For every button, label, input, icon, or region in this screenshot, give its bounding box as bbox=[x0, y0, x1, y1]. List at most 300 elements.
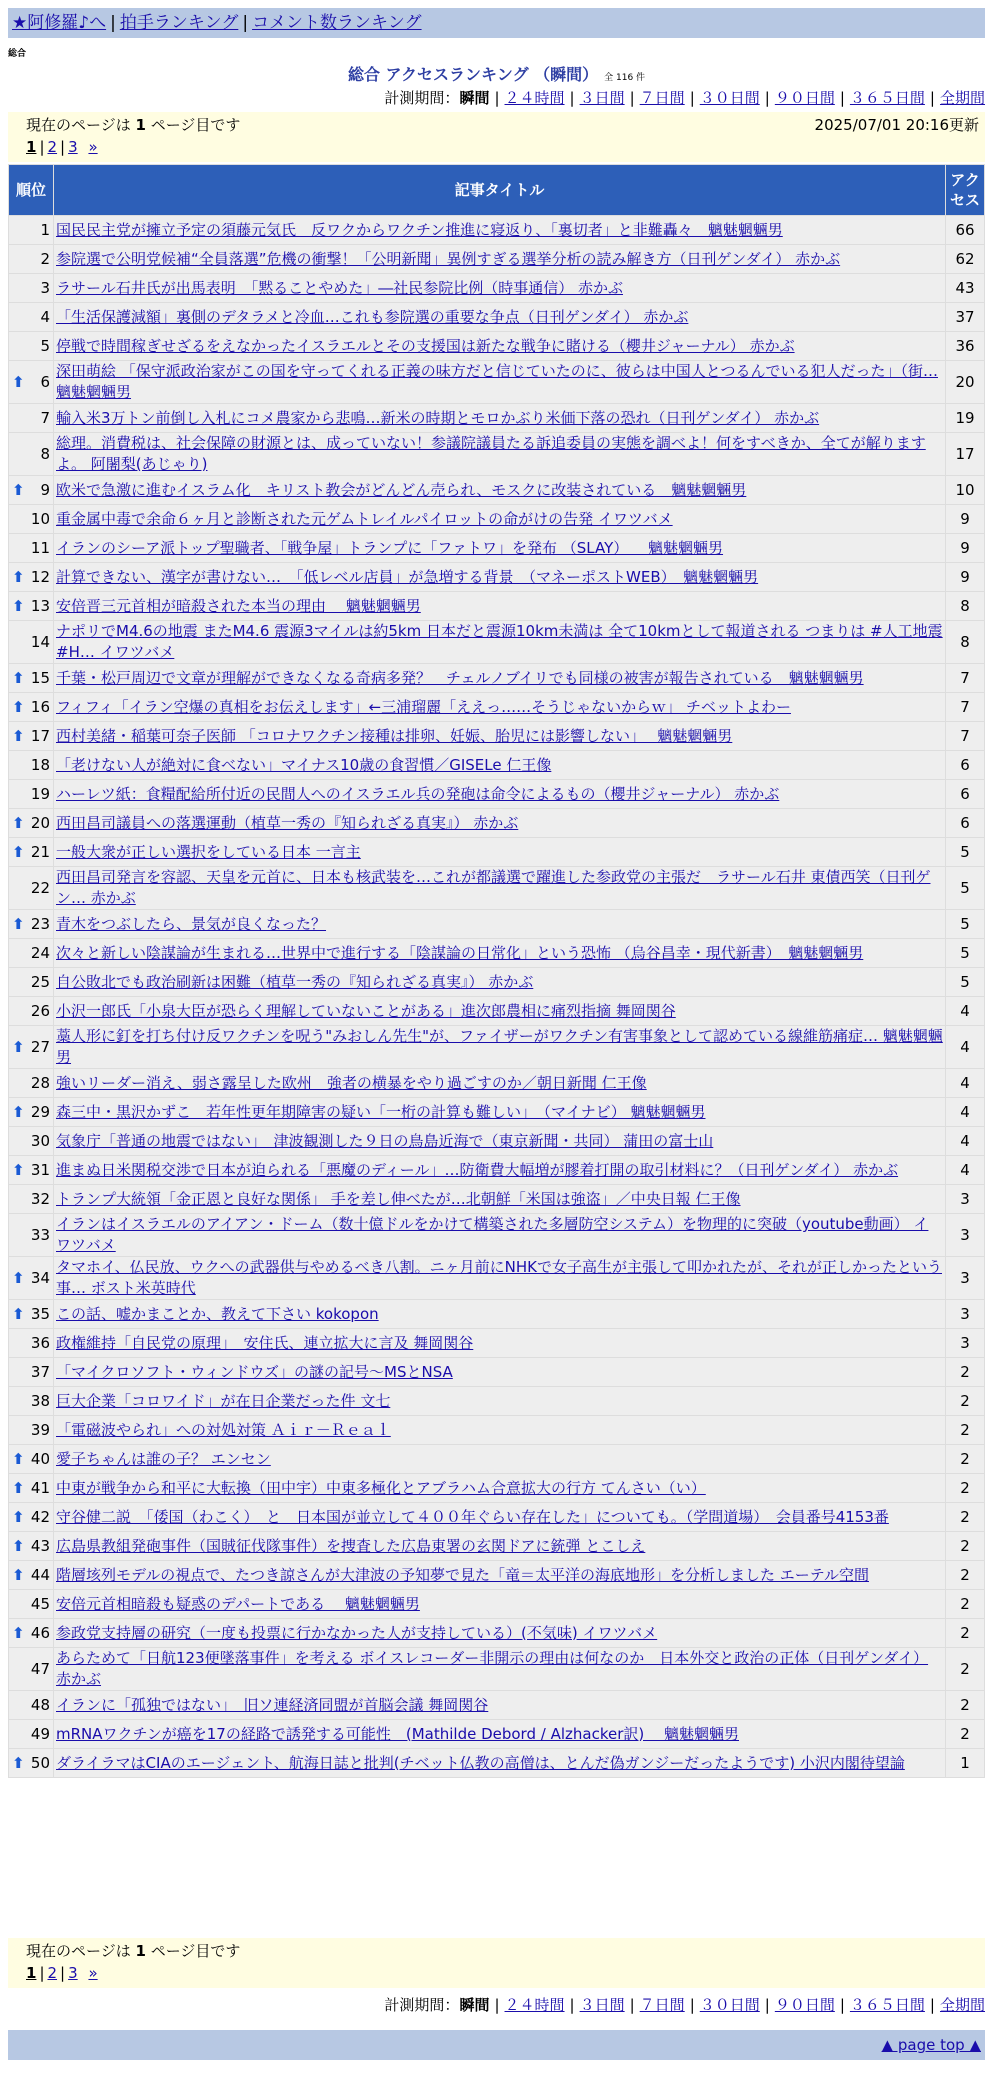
article-link[interactable]: ハーレツ紙：食糧配給所付近の民間人へのイスラエル兵の発砲は命令によるもの（櫻井ジャーナル） 赤かぶ bbox=[56, 784, 780, 803]
table-row bbox=[9, 1069, 984, 1097]
rank-cell bbox=[9, 1648, 53, 1690]
rank-cell bbox=[9, 997, 53, 1025]
article-link[interactable]: ダライラマはCIAのエージェント、航海日誌と批判(チベット仏教の高僧は、とんだ偽ガンジーだったようです) 小沢内閣待望論 bbox=[56, 1753, 905, 1772]
ranking-table-body bbox=[9, 216, 984, 1777]
arrow-up-icon: ⬆ bbox=[12, 1536, 25, 1555]
rank-number: 18 bbox=[30, 755, 50, 774]
title-cell bbox=[54, 1069, 945, 1097]
rank-cell bbox=[9, 1416, 53, 1444]
rank-cell bbox=[9, 780, 53, 808]
rank-cell bbox=[9, 1098, 53, 1126]
access-count: 4 bbox=[946, 1069, 984, 1097]
article-link[interactable]: 総理。消費税は、社会保障の財源とは、成っていない！参議院議員たる訴追委員の実態を調べよ！何をすべきか、全てが解りますよ。 阿闍梨(あじゃり) bbox=[56, 434, 926, 473]
period-separator: | bbox=[689, 89, 695, 107]
rank-cell bbox=[9, 332, 53, 360]
article-link[interactable]: ナポリでM4.6の地震 またM4.6 震源3マイルは約5km 日本だと震源10km未満は 全て10kmとして報道される つまりは #人工地震 #H… イワツバメ bbox=[56, 622, 943, 661]
article-link[interactable]: 青木をつぶしたら、景気が良くなった？ bbox=[56, 914, 327, 933]
article-link[interactable]: 安倍晋三元首相が暗殺された本当の理由 魑魅魍魎男 bbox=[56, 596, 421, 615]
period-separator: | bbox=[494, 1996, 500, 2014]
table-row bbox=[9, 534, 984, 562]
title-cell bbox=[54, 534, 945, 562]
access-count: 2 bbox=[946, 1590, 984, 1618]
period-separator: | bbox=[629, 89, 635, 107]
rank-cell bbox=[9, 1387, 53, 1415]
title-cell bbox=[54, 1720, 945, 1748]
article-link[interactable]: 「電磁波やられ」への対処対策 Ａｉｒ－Ｒｅａｌ bbox=[56, 1420, 391, 1439]
rank-number: 26 bbox=[30, 1001, 50, 1020]
article-link[interactable]: 森三中・黒沢かずこ 若年性更年期障害の疑い「一桁の計算も難しい」 （マイナビ） 魑魅魍魎男 bbox=[56, 1102, 706, 1121]
period-link-3d[interactable]: ３日間 bbox=[579, 89, 625, 107]
title-cell bbox=[54, 433, 945, 475]
title-cell bbox=[54, 476, 945, 504]
access-count: 2 bbox=[946, 1691, 984, 1719]
updated-timestamp: 2025/07/01 20:16更新 bbox=[814, 116, 979, 134]
table-row bbox=[9, 592, 984, 620]
table-row bbox=[9, 968, 984, 996]
access-count: 20 bbox=[946, 361, 984, 403]
rank-number: 23 bbox=[30, 914, 50, 933]
title-cell bbox=[54, 1619, 945, 1647]
title-cell bbox=[54, 693, 945, 721]
pager-link-3[interactable]: 3 bbox=[68, 1964, 78, 1982]
table-header-row bbox=[9, 165, 984, 215]
table-row bbox=[9, 476, 984, 504]
access-count: 2 bbox=[946, 1619, 984, 1647]
rank-number: 4 bbox=[40, 307, 50, 326]
access-count: 2 bbox=[946, 1720, 984, 1748]
nav-link-ashura[interactable]: ★阿修羅♪へ bbox=[12, 13, 107, 33]
title-cell bbox=[54, 1156, 945, 1184]
table-row bbox=[9, 751, 984, 779]
article-link[interactable]: あらためて「日航123便墜落事件」を考える ボイスレコーダー非開示の理由は何なのか 日本外交と政治の正体（日刊ゲンダイ） 赤かぶ bbox=[56, 1649, 929, 1688]
page-title bbox=[0, 62, 993, 85]
article-link[interactable]: 中東が戦争から和平に大転換（田中宇）中東多極化とアブラハム合意拡大の行方 てんさい（い） bbox=[56, 1478, 706, 1497]
rank-number: 15 bbox=[30, 668, 50, 687]
rank-number: 36 bbox=[30, 1333, 50, 1352]
title-cell bbox=[54, 1329, 945, 1357]
title-cell bbox=[54, 838, 945, 866]
rank-cell bbox=[9, 1749, 53, 1777]
article-link[interactable]: この話、嘘かまことか、教えて下さい kokopon bbox=[56, 1304, 379, 1323]
table-row bbox=[9, 332, 984, 360]
pager-current: 1 bbox=[26, 138, 37, 156]
article-link[interactable]: タマホイ、仏民放、ウクへの武器供与やめるべき八割。ニヶ月前にNHKで女子高生が主張して叩かれたが、それが正しかったという事… ボスト米英時代 bbox=[56, 1258, 942, 1297]
article-link[interactable]: 気象庁「普通の地震ではない」 津波観測した９日の鳥島近海で（東京新聞・共同） 蒲田の富士山 bbox=[56, 1131, 714, 1150]
arrow-up-icon: ⬆ bbox=[12, 1623, 25, 1642]
rank-number: 27 bbox=[30, 1037, 50, 1056]
rank-cell bbox=[9, 1720, 53, 1748]
access-count: 5 bbox=[946, 910, 984, 938]
table-row bbox=[9, 1214, 984, 1256]
table-row bbox=[9, 433, 984, 475]
access-count: 3 bbox=[946, 1329, 984, 1357]
page-info-suffix: ページ目です bbox=[150, 1942, 241, 1960]
access-count: 2 bbox=[946, 1445, 984, 1473]
rank-number: 14 bbox=[30, 632, 50, 651]
rank-cell bbox=[9, 968, 53, 996]
article-link[interactable]: 「マイクロソフト・ウィンドウズ」の謎の記号～MSとNSA bbox=[56, 1362, 453, 1381]
access-count: 2 bbox=[946, 1503, 984, 1531]
arrow-up-icon: ⬆ bbox=[12, 1449, 25, 1468]
category-label: 総合 bbox=[8, 49, 27, 59]
rank-cell bbox=[9, 838, 53, 866]
arrow-up-icon: ⬆ bbox=[12, 842, 25, 861]
period-separator: | bbox=[569, 1996, 575, 2014]
header-access: アクセス bbox=[946, 165, 984, 215]
title-cell bbox=[54, 505, 945, 533]
table-row bbox=[9, 1749, 984, 1777]
rank-number: 44 bbox=[30, 1565, 50, 1584]
rank-number: 19 bbox=[30, 784, 50, 803]
table-row bbox=[9, 1720, 984, 1748]
article-link[interactable]: 広島県教組発砲事件（国賊征伐隊事件）を捜査した広島東署の玄関ドアに銃弾 とこしえ bbox=[56, 1536, 646, 1555]
rank-number: 21 bbox=[30, 842, 50, 861]
rank-cell bbox=[9, 1069, 53, 1097]
access-count: 4 bbox=[946, 997, 984, 1025]
rank-cell bbox=[9, 1590, 53, 1618]
article-link[interactable]: 階層垓列モデルの視点で、たつき諒さんが大津波の予知夢で見た「竜＝太平洋の海底地形」を分析しました エーテル空間 bbox=[56, 1565, 869, 1584]
table-row bbox=[9, 1691, 984, 1719]
access-count: 2 bbox=[946, 1561, 984, 1589]
pager-next[interactable]: » bbox=[88, 1964, 98, 1982]
arrow-up-icon: ⬆ bbox=[12, 1507, 25, 1526]
period-link-7d[interactable]: ７日間 bbox=[639, 89, 685, 107]
article-link[interactable]: 西村美緒・稲葉可奈子医師 「コロナワクチン接種は排卵、妊娠、胎児には影響しない」 魑魅魍魎男 bbox=[56, 726, 733, 745]
period-link-30d[interactable]: ３０日間 bbox=[699, 89, 760, 107]
rank-cell bbox=[9, 245, 53, 273]
article-link[interactable]: 一般大衆が正しい選択をしている日本 一言主 bbox=[56, 842, 361, 861]
article-link[interactable]: 停戦で時間稼ぎせざるをえなかったイスラエルとその支援国は新たな戦争に賭ける（櫻井ジャーナル） 赤かぶ bbox=[56, 336, 795, 355]
table-row bbox=[9, 1329, 984, 1357]
article-link[interactable]: 西田昌司発言を容認、天皇を元首に、日本も核武装を…これが都議選で躍進した参政党の主張だ ラサール石井 東債西笑（日刊ゲン… 赤かぶ bbox=[56, 868, 931, 907]
rank-number: 12 bbox=[30, 567, 50, 586]
title-cell bbox=[54, 1387, 945, 1415]
access-count: 5 bbox=[946, 939, 984, 967]
header-rank: 順位 bbox=[9, 165, 53, 215]
header-title: 記事タイトル bbox=[54, 165, 945, 215]
period-separator: | bbox=[689, 1996, 695, 2014]
title-cell bbox=[54, 1185, 945, 1213]
arrow-up-icon: ⬆ bbox=[12, 1037, 25, 1056]
period-link-24h[interactable]: ２４時間 bbox=[504, 89, 565, 107]
period-separator: | bbox=[839, 89, 845, 107]
article-link[interactable]: 西田昌司議員への落選運動（植草一秀の『知られざる真実』） 赤かぶ bbox=[56, 813, 519, 832]
title-cell bbox=[54, 1026, 945, 1068]
title-cell bbox=[54, 1257, 945, 1299]
pager-link-2[interactable]: 2 bbox=[47, 138, 58, 156]
pager-next[interactable]: » bbox=[88, 138, 98, 156]
page-info-suffix: ページ目です bbox=[150, 116, 241, 134]
period-label: 計測期間： bbox=[384, 89, 460, 107]
pager-link-3[interactable]: 3 bbox=[68, 138, 78, 156]
rank-cell bbox=[9, 1026, 53, 1068]
table-row bbox=[9, 505, 984, 533]
article-link[interactable]: 藁人形に釘を打ち付け反ワクチンを呪う"みおしん先生"が、ファイザーがワクチン有害事象として認めている線維筋痛症… 魑魅魍魎男 bbox=[56, 1027, 943, 1066]
period-current: 瞬間 bbox=[459, 1996, 490, 2014]
arrow-up-icon: ⬆ bbox=[12, 567, 25, 586]
table-row bbox=[9, 1300, 984, 1328]
nav-separator: | bbox=[242, 13, 249, 33]
rank-cell bbox=[9, 534, 53, 562]
arrow-up-icon: ⬆ bbox=[12, 1478, 25, 1497]
access-count: 4 bbox=[946, 1156, 984, 1184]
nav-link-applause-ranking[interactable]: 拍手ランキング bbox=[119, 13, 239, 33]
access-count: 5 bbox=[946, 968, 984, 996]
pager-separator: | bbox=[60, 138, 66, 156]
rank-cell bbox=[9, 1358, 53, 1386]
rank-cell bbox=[9, 1619, 53, 1647]
rank-number: 20 bbox=[30, 813, 50, 832]
access-count: 6 bbox=[946, 751, 984, 779]
rank-cell bbox=[9, 361, 53, 403]
page-info-bottom bbox=[8, 1938, 985, 1988]
article-link[interactable]: 「老けない人が絶対に食べない」マイナス10歳の食習慣／GISELe 仁王像 bbox=[56, 755, 552, 774]
article-link[interactable]: 守谷健二説 「倭国（わこく） と 日本国が並立して４００年ぐらい存在した」についても。（学問道場） 会員番号4153番 bbox=[56, 1507, 889, 1526]
nav-separator: | bbox=[110, 13, 116, 33]
article-link[interactable]: 参院選で公明党候補“全員落選”危機の衝撃！「公明新聞」異例すぎる選挙分析の読み解き方（日刊ゲンダイ） 赤かぶ bbox=[56, 249, 841, 268]
article-link[interactable]: 安倍元首相暗殺も疑惑のデパートである 魑魅魍魎男 bbox=[56, 1594, 420, 1613]
rank-number: 22 bbox=[30, 878, 50, 897]
rank-cell bbox=[9, 722, 53, 750]
title-cell bbox=[54, 751, 945, 779]
rank-number: 50 bbox=[30, 1753, 50, 1772]
arrow-up-icon: ⬆ bbox=[12, 697, 25, 716]
access-count: 9 bbox=[946, 505, 984, 533]
table-row bbox=[9, 1648, 984, 1690]
table-row bbox=[9, 621, 984, 663]
period-link-30d[interactable]: ３０日間 bbox=[699, 1996, 760, 2014]
rank-number: 48 bbox=[30, 1695, 50, 1714]
title-cell bbox=[54, 1561, 945, 1589]
rank-cell bbox=[9, 1445, 53, 1473]
article-link[interactable]: 輸入米3万トン前倒し入札にコメ農家から悲鳴…新米の時期とモロかぶり米価下落の恐れ（日刊ゲンダイ） 赤かぶ bbox=[56, 408, 820, 427]
access-count: 5 bbox=[946, 867, 984, 909]
rank-number: 47 bbox=[30, 1659, 50, 1678]
access-count: 2 bbox=[946, 1532, 984, 1560]
title-cell bbox=[54, 1127, 945, 1155]
access-count: 2 bbox=[946, 1416, 984, 1444]
rank-number: 29 bbox=[30, 1102, 50, 1121]
rank-number: 10 bbox=[30, 509, 50, 528]
article-link[interactable]: 巨大企業「コロワイド」が在日企業だった件 文七 bbox=[56, 1391, 391, 1410]
title-cell bbox=[54, 1098, 945, 1126]
rank-number: 30 bbox=[30, 1131, 50, 1150]
article-link[interactable]: mRNAワクチンが癌を17の経路で誘発する可能性 (Mathilde Debord / Alzhacker訳) 魑魅魍魎男 bbox=[56, 1724, 739, 1743]
period-link-7d[interactable]: ７日間 bbox=[639, 1996, 685, 2014]
page-info-prefix: 現在のページは bbox=[26, 1942, 131, 1960]
period-link-24h[interactable]: ２４時間 bbox=[504, 1996, 565, 2014]
article-link[interactable]: ラサール石井氏が出馬表明 「黙ることやめた」―社民参院比例（時事通信） 赤かぶ bbox=[56, 278, 623, 297]
title-cell bbox=[54, 1474, 945, 1502]
article-link[interactable]: 重金属中毒で余命６ヶ月と診断された元ゲムトレイルパイロットの命がけの告発 イワツバメ bbox=[56, 509, 673, 528]
table-row bbox=[9, 1590, 984, 1618]
rank-number: 9 bbox=[40, 480, 50, 499]
period-link-all[interactable]: 全期間 bbox=[939, 89, 985, 107]
period-separator: | bbox=[569, 89, 575, 107]
rank-cell bbox=[9, 1561, 53, 1589]
table-row bbox=[9, 1445, 984, 1473]
rank-number: 7 bbox=[40, 408, 50, 427]
rank-number: 34 bbox=[30, 1268, 50, 1287]
rank-number: 40 bbox=[30, 1449, 50, 1468]
access-count: 3 bbox=[946, 1300, 984, 1328]
access-count: 2 bbox=[946, 1358, 984, 1386]
rank-number: 28 bbox=[30, 1073, 50, 1092]
article-link[interactable]: 「生活保護減額」裏側のデタラメと冷血…これも参院選の重要な争点（日刊ゲンダイ） 赤かぶ bbox=[56, 307, 689, 326]
table-row bbox=[9, 1358, 984, 1386]
rank-number: 3 bbox=[40, 278, 50, 297]
rank-number: 37 bbox=[30, 1362, 50, 1381]
table-row bbox=[9, 1156, 984, 1184]
rank-number: 8 bbox=[40, 444, 50, 463]
rank-cell bbox=[9, 1503, 53, 1531]
period-link-365d[interactable]: ３６５日間 bbox=[849, 89, 925, 107]
title-cell bbox=[54, 1358, 945, 1386]
rank-number: 2 bbox=[40, 249, 50, 268]
rank-number: 6 bbox=[40, 372, 50, 391]
article-link[interactable]: フィフィ「イラン空爆の真相をお伝えします」←三浦瑠麗「ええっ……そうじゃないからｗ」 チベットよわー bbox=[56, 697, 791, 716]
access-count: 8 bbox=[946, 621, 984, 663]
article-link[interactable]: 深田萌絵 「保守派政治家がこの国を守ってくれる正義の味方だと信じていたのに、彼らは中国人とつるんでいる犯人だった」（街… 魑魅魍魎男 bbox=[56, 362, 938, 401]
article-link[interactable]: イランはイスラエルのアイアン・ドーム（数十億ドルをかけて構築された多層防空システム）を物理的に突破（youtube動画） イワツバメ bbox=[56, 1215, 929, 1254]
period-link-365d[interactable]: ３６５日間 bbox=[849, 1996, 925, 2014]
nav-link-comment-ranking[interactable]: コメント数ランキング bbox=[252, 13, 422, 33]
rank-number: 1 bbox=[40, 220, 50, 239]
article-link[interactable]: イランのシーア派トップ聖職者、「戦争屋」トランプに「ファトワ」を発布 （SLAY） 魑魅魍魎男 bbox=[56, 538, 724, 557]
arrow-up-icon: ⬆ bbox=[12, 480, 25, 499]
access-count: 17 bbox=[946, 433, 984, 475]
rank-cell bbox=[9, 433, 53, 475]
rank-number: 31 bbox=[30, 1160, 50, 1179]
article-link[interactable]: 自公敗北でも政治刷新は困難（植草一秀の『知られざる真実』） 赤かぶ bbox=[56, 972, 534, 991]
table-row bbox=[9, 1416, 984, 1444]
rank-cell bbox=[9, 1127, 53, 1155]
rank-cell bbox=[9, 693, 53, 721]
arrow-up-icon: ⬆ bbox=[12, 668, 25, 687]
article-link[interactable]: 欧米で急激に進むイスラム化 キリスト教会がどんどん売られ、モスクに改装されている 魑魅魍魎男 bbox=[56, 480, 747, 499]
ranking-table bbox=[8, 164, 985, 1778]
title-cell bbox=[54, 274, 945, 302]
access-count: 43 bbox=[946, 274, 984, 302]
access-count: 62 bbox=[946, 245, 984, 273]
rank-number: 5 bbox=[40, 336, 50, 355]
rank-cell bbox=[9, 1691, 53, 1719]
title-cell bbox=[54, 1749, 945, 1777]
pager-current: 1 bbox=[26, 1964, 37, 1982]
access-count: 9 bbox=[946, 563, 984, 591]
article-link[interactable]: 小沢一郎氏「小泉大臣が恐らく理解していないことがある」進次郎農相に痛烈指摘 舞岡関谷 bbox=[56, 1001, 676, 1020]
rank-cell bbox=[9, 910, 53, 938]
table-row bbox=[9, 1098, 984, 1126]
table-row bbox=[9, 1127, 984, 1155]
table-row bbox=[9, 361, 984, 403]
title-cell bbox=[54, 780, 945, 808]
rank-number: 49 bbox=[30, 1724, 50, 1743]
access-count: 2 bbox=[946, 1474, 984, 1502]
period-selector-bottom bbox=[384, 1994, 985, 2015]
article-link[interactable]: イランに「孤独ではない」 旧ソ連経済同盟が首脳会議 舞岡関谷 bbox=[56, 1695, 489, 1714]
arrow-up-icon: ⬆ bbox=[12, 596, 25, 615]
article-link[interactable]: 国民民主党が擁立予定の須藤元気氏 反ワクからワクチン推進に寝返り、「裏切者」と非難轟々 魑魅魍魎男 bbox=[56, 220, 783, 239]
article-link[interactable]: 千葉・松戸周辺で文章が理解ができなくなる奇病多発？ チェルノブイリでも同様の被害が報告されている 魑魅魍魎男 bbox=[56, 668, 864, 687]
table-row bbox=[9, 693, 984, 721]
table-row bbox=[9, 245, 984, 273]
period-link-all[interactable]: 全期間 bbox=[939, 1996, 985, 2014]
title-cell bbox=[54, 722, 945, 750]
access-count: 6 bbox=[946, 809, 984, 837]
table-row bbox=[9, 1532, 984, 1560]
period-current: 瞬間 bbox=[459, 89, 490, 107]
article-link[interactable]: 参政党支持層の研究（一度も投票に行かなかった人が支持している）(不気味) イワツバメ bbox=[56, 1623, 658, 1642]
period-link-90d[interactable]: ９０日間 bbox=[774, 1996, 835, 2014]
title-cell bbox=[54, 361, 945, 403]
arrow-up-icon: ⬆ bbox=[12, 914, 25, 933]
rank-number: 24 bbox=[30, 943, 50, 962]
arrow-up-icon: ⬆ bbox=[12, 1268, 25, 1287]
pager-link-2[interactable]: 2 bbox=[47, 1964, 58, 1982]
article-link[interactable]: 計算できない、漢字が書けない… 「低レベル店員」が急増する背景 （マネーポストWEB） 魑魅魍魎男 bbox=[56, 567, 759, 586]
period-link-90d[interactable]: ９０日間 bbox=[774, 89, 835, 107]
rank-number: 42 bbox=[30, 1507, 50, 1526]
period-label: 計測期間： bbox=[384, 1996, 460, 2014]
rank-number: 17 bbox=[30, 726, 50, 745]
article-link[interactable]: 次々と新しい陰謀論が生まれる…世界中で進行する「陰謀論の日常化」という恐怖 （烏谷昌幸・現代新書） 魑魅魍魎男 bbox=[56, 943, 864, 962]
table-row bbox=[9, 780, 984, 808]
access-count: 36 bbox=[946, 332, 984, 360]
page-info-prefix: 現在のページは bbox=[26, 116, 131, 134]
rank-cell bbox=[9, 664, 53, 692]
total-count: 全 116 件 bbox=[604, 73, 646, 83]
article-link[interactable]: 愛子ちゃんは誰の子？ エンセン bbox=[56, 1449, 271, 1468]
table-row bbox=[9, 1619, 984, 1647]
access-count: 4 bbox=[946, 1026, 984, 1068]
title-cell bbox=[54, 621, 945, 663]
table-row bbox=[9, 939, 984, 967]
top-nav bbox=[8, 8, 985, 38]
table-row bbox=[9, 563, 984, 591]
rank-number: 32 bbox=[30, 1189, 50, 1208]
access-count: 10 bbox=[946, 476, 984, 504]
rank-cell bbox=[9, 476, 53, 504]
title-cell bbox=[54, 1214, 945, 1256]
table-row bbox=[9, 1503, 984, 1531]
rank-cell bbox=[9, 303, 53, 331]
article-link[interactable]: 進まぬ日米関税交渉で日本が迫られる「悪魔のディール」…防衛費大幅増が膠着打開の取引材料に？（日刊ゲンダイ） 赤かぶ bbox=[56, 1160, 899, 1179]
table-row bbox=[9, 809, 984, 837]
title-cell bbox=[54, 1300, 945, 1328]
title-cell bbox=[54, 592, 945, 620]
access-count: 19 bbox=[946, 404, 984, 432]
page-top-link[interactable]: ▲ page top ▲ bbox=[881, 2036, 981, 2054]
pager-separator: | bbox=[39, 138, 45, 156]
table-row bbox=[9, 216, 984, 244]
title-cell bbox=[54, 216, 945, 244]
table-row bbox=[9, 303, 984, 331]
access-count: 66 bbox=[946, 216, 984, 244]
rank-number: 33 bbox=[30, 1225, 50, 1244]
article-link[interactable]: 強いリーダー消え、弱さ露呈した欧州 強者の横暴をやり過ごすのか／朝日新聞 仁王像 bbox=[56, 1073, 647, 1092]
rank-cell bbox=[9, 621, 53, 663]
article-link[interactable]: 政権維持「自民党の原理」 安住氏、連立拡大に言及 舞岡関谷 bbox=[56, 1333, 474, 1352]
title-cell bbox=[54, 1532, 945, 1560]
title-cell bbox=[54, 664, 945, 692]
rank-number: 46 bbox=[30, 1623, 50, 1642]
period-link-3d[interactable]: ３日間 bbox=[579, 1996, 625, 2014]
title-cell bbox=[54, 1648, 945, 1690]
title-cell bbox=[54, 1445, 945, 1473]
title-cell bbox=[54, 1416, 945, 1444]
article-link[interactable]: トランプ大統領「金正恩と良好な関係」 手を差し伸べたが…北朝鮮「米国は強盗」／中央日報 仁王像 bbox=[56, 1189, 741, 1208]
